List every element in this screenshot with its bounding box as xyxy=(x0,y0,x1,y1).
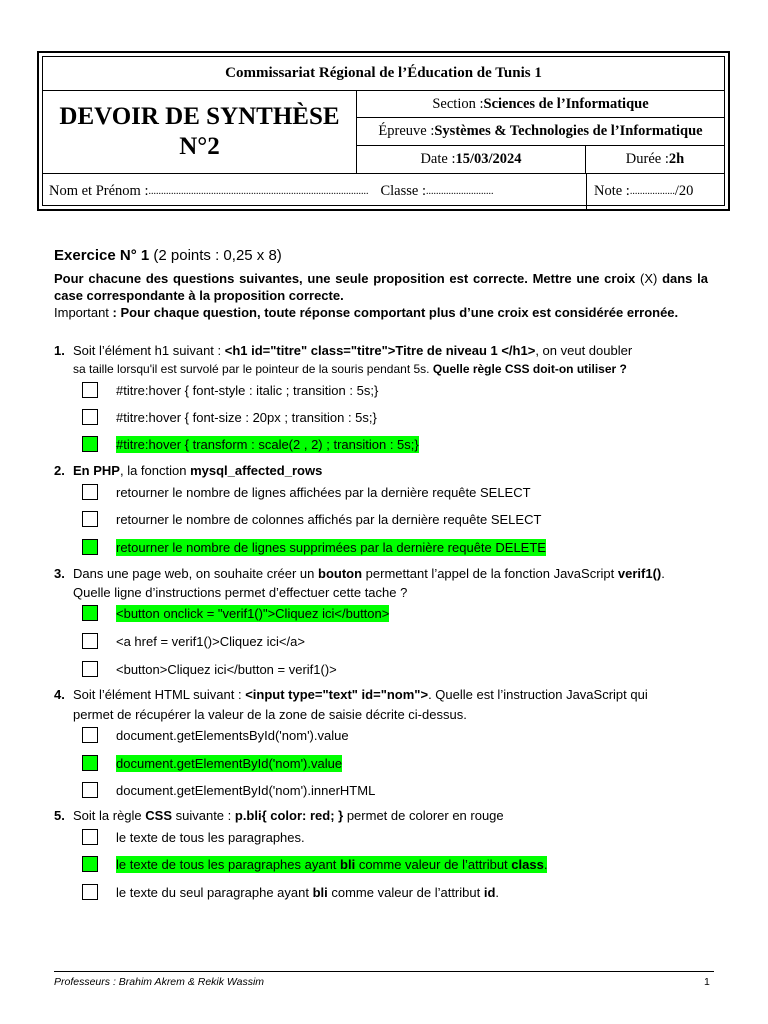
answer-checkbox-checked[interactable] xyxy=(82,539,98,555)
question-number: 3. xyxy=(54,566,65,581)
option-label: <button>Cliquez ici</button = verif1()> xyxy=(116,661,337,677)
organization-name: Commissariat Régional de l’Éducation de Tunis 1 xyxy=(43,57,724,91)
footer-divider xyxy=(54,971,714,972)
date-cell xyxy=(357,146,586,174)
answer-option-correct[interactable] xyxy=(82,753,342,773)
question-3 xyxy=(54,565,710,582)
question-number: 4. xyxy=(54,687,65,702)
note-dots[interactable]: .................. xyxy=(629,186,675,197)
epreuve-label: Épreuve : xyxy=(378,123,435,139)
option-label-part: . xyxy=(543,856,548,872)
answer-checkbox-checked[interactable] xyxy=(82,755,98,771)
option-label-part: . xyxy=(495,884,500,900)
answer-checkbox[interactable] xyxy=(82,633,98,649)
answer-checkbox[interactable] xyxy=(82,884,98,900)
option-label: document.getElementById('nom').innerHTML xyxy=(116,782,376,798)
duree-value: 2h xyxy=(668,151,685,167)
date-value: 15/03/2024 xyxy=(455,151,522,167)
q4-line2: permet de récupérer la valeur de la zone de saisie décrite ci-dessus. xyxy=(73,707,467,722)
q2-bold: En PHP xyxy=(73,463,120,478)
section-label: Section : xyxy=(432,95,484,112)
question-1 xyxy=(54,342,710,359)
section-value: Sciences de l’Informatique xyxy=(483,95,649,112)
option-label: #titre:hover { font-style : italic ; transition : 5s;} xyxy=(116,382,379,398)
option-label: <a href = verif1()>Cliquez ici</a> xyxy=(116,633,305,649)
question-number: 5. xyxy=(54,808,65,823)
answer-option[interactable] xyxy=(82,509,541,529)
q3-bold: bouton xyxy=(318,566,363,581)
answer-checkbox-checked[interactable] xyxy=(82,436,98,452)
answer-option[interactable] xyxy=(82,725,349,745)
q1-text: Soit l’élément h1 suivant : xyxy=(73,343,225,358)
footer-teachers: Professeurs : Brahim Akrem & Rekik Wassim xyxy=(54,976,265,988)
question-2 xyxy=(54,462,710,479)
answer-option-correct[interactable] xyxy=(82,537,546,557)
question-3-line2 xyxy=(73,584,729,601)
option-label-bold: class xyxy=(511,856,544,872)
option-label: retourner le nombre de lignes supprimées par la dernière requête DELETE xyxy=(116,539,546,555)
answer-checkbox[interactable] xyxy=(82,511,98,527)
note-cell xyxy=(586,174,724,209)
exam-title-line2: N°2 xyxy=(179,133,220,160)
option-label: le texte de tous les paragraphes. xyxy=(116,829,305,845)
answer-checkbox[interactable] xyxy=(82,727,98,743)
q2-text: , la fonction xyxy=(119,463,191,478)
option-label-part: le texte du seul paragraphe ayant xyxy=(116,884,313,900)
classe-dots[interactable]: ........................... xyxy=(426,186,494,197)
answer-checkbox[interactable] xyxy=(82,409,98,425)
answer-checkbox[interactable] xyxy=(82,829,98,845)
answer-checkbox[interactable] xyxy=(82,782,98,798)
q1-line2-bold: Quelle règle CSS doit-on utiliser ? xyxy=(432,362,627,376)
answer-checkbox[interactable] xyxy=(82,382,98,398)
section-cell xyxy=(357,91,724,118)
question-1-line2 xyxy=(73,361,729,378)
answer-option-correct[interactable] xyxy=(82,603,389,623)
epreuve-cell xyxy=(357,118,724,146)
classe-label: Classe : xyxy=(380,183,426,199)
exercise-title xyxy=(54,247,282,264)
option-label: document.getElementById('nom').value xyxy=(116,755,343,771)
date-label: Date : xyxy=(420,151,456,167)
answer-option[interactable] xyxy=(82,631,305,651)
note-total: /20 xyxy=(674,183,694,199)
q3-text-2: permettant l’appel de la fonction JavaScript xyxy=(362,566,618,581)
exam-title-line1: DEVOIR DE SYNTHÈSE xyxy=(59,103,340,130)
answer-option[interactable] xyxy=(82,659,337,679)
q4-text: Soit l’élément HTML suivant : xyxy=(73,687,246,702)
answer-option[interactable] xyxy=(82,482,531,502)
option-label: retourner le nombre de lignes affichées par la dernière requête SELECT xyxy=(116,484,531,500)
option-label xyxy=(116,885,499,900)
note-label: Note : xyxy=(594,183,630,199)
q4-text-end: . Quelle est l’instruction JavaScript qui xyxy=(428,687,648,702)
answer-option[interactable] xyxy=(82,380,378,400)
question-number: 1. xyxy=(54,343,65,358)
q3-period: . xyxy=(661,566,665,581)
important-label: Important xyxy=(54,305,109,320)
q5-rule: p.bli{ color: red; } xyxy=(234,808,344,823)
epreuve-value: Systèmes & Technologies de l’Informatique xyxy=(434,123,703,139)
nom-prenom-row xyxy=(49,174,587,209)
nom-dots[interactable]: ........................................................................................ xyxy=(148,186,369,197)
option-label: document.getElementsById('nom').value xyxy=(116,727,349,743)
option-label-part: le texte de tous les paragraphes ayant xyxy=(116,856,341,872)
q1-text-end: , on veut doubler xyxy=(535,343,633,358)
q1-code: <h1 id="titre" class="titre">Titre de niveau 1 </h1> xyxy=(224,343,536,358)
header-inner-frame xyxy=(42,56,725,206)
answer-checkbox[interactable] xyxy=(82,661,98,677)
answer-option[interactable] xyxy=(82,827,305,847)
exercise-important xyxy=(54,304,708,321)
answer-option-correct[interactable] xyxy=(82,854,547,874)
option-label: #titre:hover { transform : scale(2 , 2) ; transition : 5s;} xyxy=(116,436,419,452)
question-number: 2. xyxy=(54,463,65,478)
q5-text: Soit la règle xyxy=(73,808,146,823)
q3-line2: Quelle ligne d’instructions permet d’effectuer cette tache ? xyxy=(73,585,408,600)
option-label-bold: bli xyxy=(340,856,356,872)
question-4-line2 xyxy=(73,706,729,723)
option-label-bold: id xyxy=(483,884,496,900)
option-label: <button onclick = "verif1()">Cliquez ici</button> xyxy=(116,605,390,621)
exercise-title-number: Exercice N° 1 xyxy=(54,247,150,264)
nom-label: Nom et Prénom : xyxy=(49,183,149,199)
instruction-x: (X) xyxy=(640,271,658,286)
exercise-instruction xyxy=(54,270,708,304)
q3-text: Dans une page web, on souhaite créer un xyxy=(73,566,319,581)
answer-option[interactable] xyxy=(82,882,499,902)
option-label xyxy=(116,856,547,873)
page-number: 1 xyxy=(704,976,710,988)
q5-text-2: suivante : xyxy=(172,808,235,823)
duree-cell xyxy=(586,146,724,174)
answer-option-correct[interactable] xyxy=(82,434,419,454)
option-label-part: comme valeur de l’attribut xyxy=(355,856,512,872)
q3-function: verif1() xyxy=(617,566,662,581)
duree-label: Durée : xyxy=(625,151,669,167)
instruction-end: dans la case correspondante à la proposition correcte. xyxy=(54,271,708,303)
answer-checkbox-checked[interactable] xyxy=(82,605,98,621)
q1-line2: sa taille lorsqu'il est survolé par le pointeur de la souris pendant 5s. xyxy=(73,362,433,376)
answer-checkbox[interactable] xyxy=(82,484,98,500)
q4-code: <input type="text" id="nom"> xyxy=(245,687,429,702)
option-label-bold: bli xyxy=(312,884,328,900)
exam-title xyxy=(43,91,357,174)
q5-css: CSS xyxy=(145,808,172,823)
answer-checkbox-checked[interactable] xyxy=(82,856,98,872)
option-label: #titre:hover { font-size : 20px ; transition : 5s;} xyxy=(116,409,377,425)
exercise-title-points: (2 points : 0,25 x 8) xyxy=(149,247,282,264)
header-table xyxy=(37,51,730,211)
answer-option[interactable] xyxy=(82,407,377,427)
important-text: : Pour chaque question, toute réponse comportant plus d’une croix est considérée erronée. xyxy=(108,305,679,320)
answer-option[interactable] xyxy=(82,780,375,800)
question-5 xyxy=(54,807,710,824)
instruction-text: Pour chacune des questions suivantes, une seule proposition est correcte. Mettre une croix xyxy=(54,271,640,286)
option-label-part: comme valeur de l’attribut xyxy=(327,884,484,900)
option-label: retourner le nombre de colonnes affichés par la dernière requête SELECT xyxy=(116,511,542,527)
q2-function: mysql_affected_rows xyxy=(190,463,323,478)
question-4 xyxy=(54,686,710,703)
q5-text-end: permet de colorer en rouge xyxy=(343,808,504,823)
